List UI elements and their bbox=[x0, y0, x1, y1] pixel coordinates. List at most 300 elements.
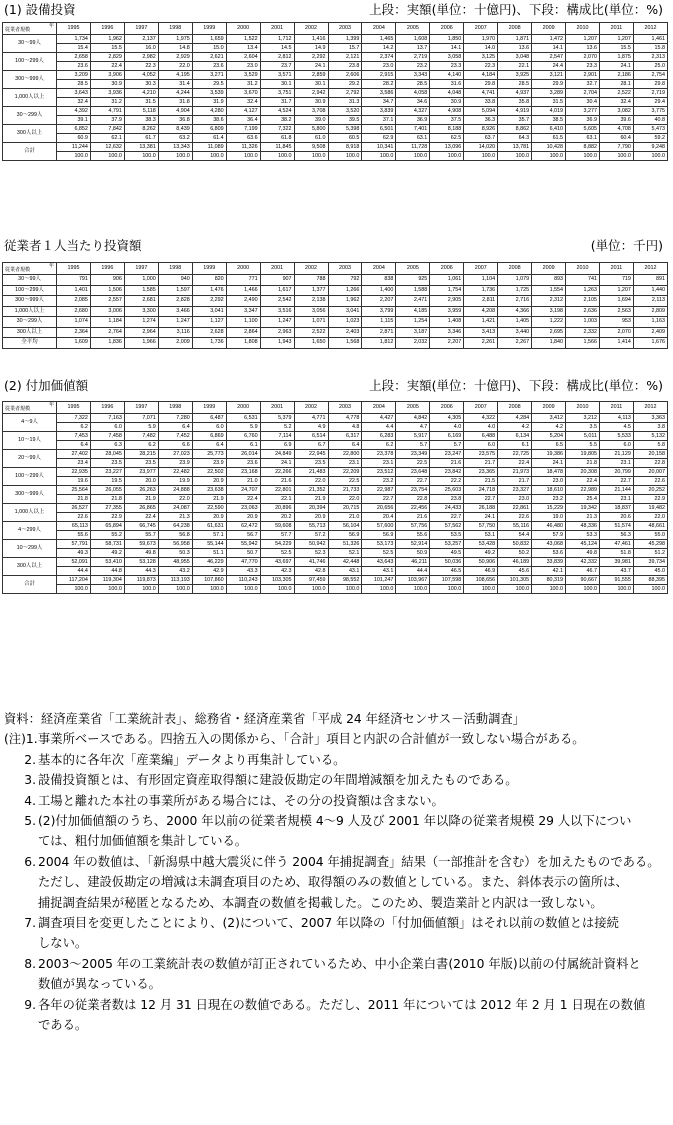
share-cell: 100.0 bbox=[90, 152, 124, 161]
value-cell: 4,524 bbox=[260, 107, 294, 116]
value-cell: 5,379 bbox=[260, 414, 294, 423]
value-cell: 5,800 bbox=[294, 125, 328, 134]
year-header: 2012 bbox=[633, 23, 667, 35]
year-header: 2001 bbox=[260, 263, 294, 275]
value-row bbox=[3, 486, 668, 495]
row-label: 10～19人 bbox=[3, 432, 57, 450]
year-header: 1997 bbox=[124, 23, 158, 35]
year-header: 1996 bbox=[90, 263, 124, 275]
value-cell: 2,680 bbox=[57, 306, 91, 317]
share-cell: 100.0 bbox=[260, 152, 294, 161]
value-cell: 2,085 bbox=[57, 296, 91, 307]
share-cell: 21.6 bbox=[260, 477, 294, 486]
share-cell: 28.1 bbox=[600, 80, 634, 89]
note-number: 3. bbox=[24, 773, 36, 788]
value-row bbox=[3, 71, 668, 80]
value-cell: 3,048 bbox=[498, 53, 532, 62]
value-cell: 3,440 bbox=[498, 327, 532, 338]
value-cell: 1,247 bbox=[260, 317, 294, 328]
share-cell: 100.0 bbox=[532, 152, 566, 161]
value-cell: 4,427 bbox=[362, 414, 396, 423]
value-cell: 719 bbox=[600, 275, 634, 286]
year-header: 2009 bbox=[532, 23, 566, 35]
share-cell: 49.2 bbox=[464, 549, 498, 558]
value-cell: 22,725 bbox=[498, 450, 532, 459]
share-cell: 20.6 bbox=[600, 513, 634, 522]
value-cell: 45,298 bbox=[633, 540, 667, 549]
value-cell: 65,113 bbox=[57, 522, 91, 531]
value-cell: 1,694 bbox=[600, 296, 634, 307]
value-cell: 14,020 bbox=[464, 143, 498, 152]
note-line: 捕捉調査結果が秘匿となるため、本調査の数値を掲載した。このため、製造業計と内訳は一致しない。 bbox=[38, 895, 603, 910]
share-cell: 5.8 bbox=[633, 441, 667, 450]
value-cell: 21,129 bbox=[600, 450, 634, 459]
share-cell: 20.9 bbox=[192, 513, 226, 522]
value-cell: 1,247 bbox=[158, 317, 192, 328]
year-header: 2006 bbox=[430, 263, 464, 275]
value-cell: 3,277 bbox=[566, 107, 600, 116]
year-header: 2004 bbox=[362, 23, 396, 35]
value-cell: 741 bbox=[566, 275, 600, 286]
value-cell: 22,801 bbox=[260, 486, 294, 495]
year-header: 1996 bbox=[90, 23, 124, 35]
section2-unit: (単位：千円) bbox=[590, 238, 663, 253]
value-cell: 3,006 bbox=[90, 306, 124, 317]
section1-unit: 上段：実額(単位：十億円)、下段：構成比(単位：%) bbox=[369, 2, 663, 17]
year-header: 2011 bbox=[600, 402, 634, 414]
value-cell: 3,212 bbox=[566, 414, 600, 423]
share-cell: 15.4 bbox=[57, 44, 91, 53]
share-cell: 36.9 bbox=[566, 116, 600, 125]
share-cell: 52.3 bbox=[294, 549, 328, 558]
share-cell: 23.5 bbox=[124, 459, 158, 468]
share-cell: 52.5 bbox=[362, 549, 396, 558]
value-cell: 119,873 bbox=[124, 576, 158, 585]
share-cell: 29.9 bbox=[532, 80, 566, 89]
share-cell: 100.0 bbox=[294, 585, 328, 594]
share-cell: 6.1 bbox=[498, 441, 532, 450]
value-cell: 8,262 bbox=[124, 125, 158, 134]
share-cell: 100.0 bbox=[124, 152, 158, 161]
row-label: 300～999人 bbox=[3, 296, 57, 307]
note-line: 各年の従業者数は 12 月 31 日現在の数値である。ただし、2011 年については 2012 年 2 月 1 日現在の数値 bbox=[38, 997, 646, 1012]
value-cell: 103,967 bbox=[396, 576, 430, 585]
note-number: (注)1. bbox=[4, 732, 38, 747]
share-cell: 100.0 bbox=[633, 585, 667, 594]
value-cell: 1,754 bbox=[430, 285, 464, 296]
value-cell: 2,207 bbox=[362, 296, 396, 307]
value-cell: 6,487 bbox=[192, 414, 226, 423]
value-cell: 2,901 bbox=[566, 71, 600, 80]
share-cell: 59.2 bbox=[633, 134, 667, 143]
value-cell: 48,955 bbox=[158, 558, 192, 567]
value-cell: 1,207 bbox=[600, 35, 634, 44]
value-cell: 27,402 bbox=[57, 450, 91, 459]
share-cell: 20.9 bbox=[226, 513, 260, 522]
source-note: 資料：経済産業省「工業統計表」、総務省・経済産業省「平成 24 年経済センサス－活動調査」 bbox=[4, 712, 525, 726]
share-cell: 63.2 bbox=[158, 134, 192, 143]
value-cell: 23,168 bbox=[226, 468, 260, 477]
share-cell: 56.9 bbox=[362, 531, 396, 540]
value-cell: 7,280 bbox=[158, 414, 192, 423]
value-cell: 10,428 bbox=[532, 143, 566, 152]
value-cell: 2,606 bbox=[328, 71, 362, 80]
value-cell: 1,975 bbox=[158, 35, 192, 44]
share-cell: 100.0 bbox=[57, 585, 91, 594]
share-cell: 23.3 bbox=[566, 62, 600, 71]
share-cell: 34.6 bbox=[396, 98, 430, 107]
share-cell: 100.0 bbox=[566, 585, 600, 594]
share-cell: 21.0 bbox=[328, 513, 362, 522]
value-cell: 4,048 bbox=[430, 89, 464, 98]
share-cell: 23.0 bbox=[532, 477, 566, 486]
value-cell: 23,754 bbox=[396, 486, 430, 495]
value-cell: 2,070 bbox=[566, 53, 600, 62]
value-cell: 59,608 bbox=[260, 522, 294, 531]
value-cell: 103,305 bbox=[260, 576, 294, 585]
value-cell: 110,243 bbox=[226, 576, 260, 585]
note-number: 6. bbox=[24, 854, 36, 869]
note-item bbox=[4, 791, 672, 811]
value-cell: 5,094 bbox=[464, 107, 498, 116]
note-item bbox=[4, 852, 672, 913]
header-row bbox=[3, 23, 668, 35]
value-cell: 4,210 bbox=[124, 89, 158, 98]
share-cell: 37.5 bbox=[430, 116, 464, 125]
value-cell: 50,942 bbox=[294, 540, 328, 549]
value-cell: 4,904 bbox=[158, 107, 192, 116]
value-cell: 1,472 bbox=[532, 35, 566, 44]
note-line: 事業所ベースである。四捨五入の関係から、「合計」項目と内訳の合計値が一致しない場合がある。 bbox=[38, 732, 585, 747]
value-cell: 20,252 bbox=[633, 486, 667, 495]
note-item bbox=[4, 913, 672, 954]
value-cell: 1,399 bbox=[328, 35, 362, 44]
value-cell: 2,267 bbox=[498, 338, 532, 349]
year-header: 2007 bbox=[464, 402, 498, 414]
share-cell: 43.3 bbox=[226, 567, 260, 576]
share-cell: 49.8 bbox=[124, 549, 158, 558]
year-header: 2007 bbox=[464, 23, 498, 35]
value-cell: 20,656 bbox=[362, 504, 396, 513]
value-cell: 3,271 bbox=[192, 71, 226, 80]
value-cell: 57,600 bbox=[362, 522, 396, 531]
value-cell: 891 bbox=[633, 275, 667, 286]
value-cell: 1,812 bbox=[362, 338, 396, 349]
value-cell: 3,708 bbox=[294, 107, 328, 116]
share-cell: 42.1 bbox=[532, 567, 566, 576]
value-cell: 101,247 bbox=[362, 576, 396, 585]
share-cell: 38.3 bbox=[124, 116, 158, 125]
value-cell: 3,041 bbox=[192, 306, 226, 317]
row-label: 1,000人以上 bbox=[3, 89, 57, 107]
share-cell: 30.9 bbox=[294, 98, 328, 107]
value-cell: 1,476 bbox=[192, 285, 226, 296]
row-label: 合計 bbox=[3, 576, 57, 594]
share-cell: 43.2 bbox=[158, 567, 192, 576]
year-header: 2007 bbox=[464, 263, 498, 275]
value-cell: 2,542 bbox=[260, 296, 294, 307]
share-cell: 14.1 bbox=[532, 44, 566, 53]
value-cell: 2,409 bbox=[633, 327, 667, 338]
section3-title: (2) 付加価値額 bbox=[4, 378, 89, 393]
share-cell: 100.0 bbox=[260, 585, 294, 594]
value-cell: 59,673 bbox=[124, 540, 158, 549]
share-cell: 23.8 bbox=[430, 495, 464, 504]
value-cell: 838 bbox=[362, 275, 396, 286]
share-cell: 6.6 bbox=[158, 441, 192, 450]
share-cell: 14.0 bbox=[464, 44, 498, 53]
value-cell: 1,061 bbox=[430, 275, 464, 286]
value-cell: 46,211 bbox=[396, 558, 430, 567]
value-cell: 1,401 bbox=[57, 285, 91, 296]
share-cell: 50.3 bbox=[158, 549, 192, 558]
share-cell: 100.0 bbox=[532, 585, 566, 594]
value-cell: 21,483 bbox=[294, 468, 328, 477]
share-cell: 51.1 bbox=[192, 549, 226, 558]
value-cell: 1,734 bbox=[57, 35, 91, 44]
value-cell: 2,754 bbox=[633, 71, 667, 80]
value-cell: 64,238 bbox=[158, 522, 192, 531]
value-cell: 1,659 bbox=[192, 35, 226, 44]
note-line: 設備投資額とは、有形固定資産取得額に建設仮勘定の年間増減額を加えたものである。 bbox=[38, 773, 518, 788]
value-cell: 6,760 bbox=[226, 432, 260, 441]
value-cell: 1,104 bbox=[464, 275, 498, 286]
share-cell: 22.7 bbox=[430, 513, 464, 522]
share-cell: 4.0 bbox=[464, 423, 498, 432]
value-cell: 28,215 bbox=[124, 450, 158, 459]
value-cell: 4,208 bbox=[464, 306, 498, 317]
value-cell: 21,144 bbox=[600, 486, 634, 495]
value-cell: 1,274 bbox=[124, 317, 158, 328]
share-cell: 31.8 bbox=[158, 98, 192, 107]
share-cell: 5.7 bbox=[396, 441, 430, 450]
value-cell: 11,089 bbox=[192, 143, 226, 152]
value-cell: 4,195 bbox=[158, 71, 192, 80]
note-item bbox=[4, 770, 672, 790]
share-cell: 6.3 bbox=[90, 441, 124, 450]
share-cell: 56.9 bbox=[328, 531, 362, 540]
value-cell: 5,118 bbox=[124, 107, 158, 116]
share-cell: 20.2 bbox=[260, 513, 294, 522]
value-cell: 3,209 bbox=[57, 71, 91, 80]
share-cell: 62.1 bbox=[90, 134, 124, 143]
share-cell: 6.0 bbox=[90, 423, 124, 432]
share-cell: 36.8 bbox=[158, 116, 192, 125]
share-cell: 29.8 bbox=[633, 80, 667, 89]
share-cell: 100.0 bbox=[566, 152, 600, 161]
value-cell: 55,713 bbox=[294, 522, 328, 531]
value-cell: 788 bbox=[294, 275, 328, 286]
value-cell: 57,756 bbox=[396, 522, 430, 531]
investment-per-employee-table bbox=[2, 262, 668, 349]
value-cell: 20,896 bbox=[260, 504, 294, 513]
value-cell: 3,751 bbox=[260, 89, 294, 98]
share-cell: 22.4 bbox=[90, 62, 124, 71]
value-cell: 1,736 bbox=[464, 285, 498, 296]
value-added-table bbox=[2, 401, 668, 594]
share-cell: 24.1 bbox=[600, 62, 634, 71]
value-cell: 1,566 bbox=[566, 338, 600, 349]
share-cell: 35.8 bbox=[498, 98, 532, 107]
corner-size-label: 従業者規模 bbox=[5, 267, 31, 273]
value-cell: 5,605 bbox=[566, 125, 600, 134]
value-cell: 2,828 bbox=[158, 296, 192, 307]
value-cell: 1,522 bbox=[226, 35, 260, 44]
value-cell: 3,300 bbox=[124, 306, 158, 317]
share-cell: 20.0 bbox=[124, 477, 158, 486]
value-cell: 28,045 bbox=[90, 450, 124, 459]
share-cell: 49.5 bbox=[430, 549, 464, 558]
share-cell: 100.0 bbox=[192, 152, 226, 161]
value-cell: 4,280 bbox=[192, 107, 226, 116]
share-cell: 28.2 bbox=[362, 80, 396, 89]
year-header: 1999 bbox=[192, 402, 226, 414]
share-cell: 6.4 bbox=[158, 423, 192, 432]
share-cell: 46.7 bbox=[566, 567, 600, 576]
share-cell: 23.1 bbox=[362, 459, 396, 468]
share-row bbox=[3, 423, 668, 432]
value-cell: 56,104 bbox=[328, 522, 362, 531]
share-cell: 22.6 bbox=[633, 477, 667, 486]
value-cell: 8,439 bbox=[158, 125, 192, 134]
value-cell: 22,935 bbox=[57, 468, 91, 477]
note-item bbox=[4, 750, 672, 770]
share-cell: 100.0 bbox=[294, 152, 328, 161]
share-cell: 100.0 bbox=[90, 585, 124, 594]
share-cell: 56.7 bbox=[226, 531, 260, 540]
share-cell: 100.0 bbox=[498, 585, 532, 594]
share-cell: 57.2 bbox=[294, 531, 328, 540]
share-cell: 14.9 bbox=[294, 44, 328, 53]
value-cell: 15,229 bbox=[532, 504, 566, 513]
year-header: 2000 bbox=[226, 402, 260, 414]
share-cell: 55.0 bbox=[633, 531, 667, 540]
share-cell: 31.9 bbox=[192, 98, 226, 107]
value-cell: 1,808 bbox=[226, 338, 260, 349]
value-cell: 791 bbox=[57, 275, 91, 286]
value-cell: 1,608 bbox=[396, 35, 430, 44]
share-cell: 22.0 bbox=[158, 62, 192, 71]
year-header: 2008 bbox=[498, 23, 532, 35]
share-cell: 100.0 bbox=[124, 585, 158, 594]
value-cell: 1,650 bbox=[294, 338, 328, 349]
note-number: 4. bbox=[24, 793, 36, 808]
share-cell: 42.8 bbox=[294, 567, 328, 576]
value-cell: 2,313 bbox=[633, 53, 667, 62]
value-cell: 3,347 bbox=[226, 306, 260, 317]
value-cell: 1,003 bbox=[566, 317, 600, 328]
note-line: 2003～2005 年の工業統計表の数値が訂正されているため、中小企業白書(2010 年版)以前の付属統計資料と bbox=[38, 956, 641, 971]
corner-cell bbox=[3, 263, 57, 275]
value-cell: 3,466 bbox=[158, 306, 192, 317]
share-cell: 21.5 bbox=[464, 477, 498, 486]
value-cell: 22,800 bbox=[328, 450, 362, 459]
share-cell: 33.8 bbox=[464, 98, 498, 107]
capital-investment-table bbox=[2, 22, 668, 161]
share-cell: 49.8 bbox=[566, 549, 600, 558]
share-cell: 6.2 bbox=[362, 441, 396, 450]
value-cell: 1,466 bbox=[226, 285, 260, 296]
value-cell: 2,207 bbox=[430, 338, 464, 349]
row-label: 20～99人 bbox=[3, 450, 57, 468]
row-label: 1,000人以上 bbox=[3, 504, 57, 522]
share-cell: 62.9 bbox=[362, 134, 396, 143]
share-cell: 100.0 bbox=[464, 152, 498, 161]
year-header: 2011 bbox=[600, 263, 634, 275]
value-cell: 22,456 bbox=[396, 504, 430, 513]
share-cell: 51.8 bbox=[600, 549, 634, 558]
share-cell: 30.3 bbox=[124, 80, 158, 89]
note-line: 2004 年の数値は、「新潟県中越大震災に伴う 2004 年捕捉調査」結果（一部推計を含む）を加えたものである。 bbox=[38, 854, 660, 869]
value-cell: 26,865 bbox=[124, 504, 158, 513]
share-row bbox=[3, 585, 668, 594]
share-cell: 38.6 bbox=[192, 116, 226, 125]
value-cell: 4,140 bbox=[430, 71, 464, 80]
share-cell: 4.8 bbox=[328, 423, 362, 432]
value-cell: 1,440 bbox=[633, 285, 667, 296]
year-header: 2001 bbox=[260, 402, 294, 414]
row-label: 100～299人 bbox=[3, 468, 57, 486]
value-cell: 108,656 bbox=[464, 576, 498, 585]
value-cell: 3,412 bbox=[532, 414, 566, 423]
share-cell: 51.2 bbox=[633, 549, 667, 558]
value-cell: 1,588 bbox=[396, 285, 430, 296]
value-cell: 2,871 bbox=[362, 327, 396, 338]
value-cell: 3,187 bbox=[396, 327, 430, 338]
value-cell: 26,014 bbox=[226, 450, 260, 459]
value-cell: 1,416 bbox=[294, 35, 328, 44]
share-cell: 23.1 bbox=[328, 459, 362, 468]
value-cell: 22,590 bbox=[192, 504, 226, 513]
share-cell: 29.2 bbox=[328, 80, 362, 89]
share-cell: 25.0 bbox=[633, 62, 667, 71]
row-label: 4～9人 bbox=[3, 414, 57, 432]
share-cell: 20.4 bbox=[362, 513, 396, 522]
share-cell: 22.7 bbox=[396, 477, 430, 486]
value-cell: 2,695 bbox=[532, 327, 566, 338]
value-cell: 3,925 bbox=[498, 71, 532, 80]
row-label: 4～299人 bbox=[3, 522, 57, 540]
year-header: 2012 bbox=[633, 263, 667, 275]
value-cell: 53,173 bbox=[362, 540, 396, 549]
value-cell: 24,718 bbox=[464, 486, 498, 495]
value-cell: 23,648 bbox=[396, 468, 430, 477]
note-list bbox=[4, 729, 672, 1035]
share-cell: 43.1 bbox=[328, 567, 362, 576]
value-cell: 2,929 bbox=[158, 53, 192, 62]
value-cell: 48,336 bbox=[566, 522, 600, 531]
value-cell: 19,386 bbox=[532, 450, 566, 459]
year-header: 2010 bbox=[566, 402, 600, 414]
value-cell: 23,378 bbox=[362, 450, 396, 459]
value-cell: 22,209 bbox=[328, 468, 362, 477]
share-cell: 22.4 bbox=[124, 513, 158, 522]
share-cell: 61.4 bbox=[192, 134, 226, 143]
share-cell: 100.0 bbox=[362, 585, 396, 594]
value-cell: 4,127 bbox=[226, 107, 260, 116]
year-header: 1996 bbox=[90, 402, 124, 414]
value-cell: 1,597 bbox=[158, 285, 192, 296]
value-cell: 65,894 bbox=[90, 522, 124, 531]
year-header: 2002 bbox=[294, 23, 328, 35]
value-cell: 7,199 bbox=[226, 125, 260, 134]
year-header: 2009 bbox=[532, 263, 566, 275]
value-cell: 43,643 bbox=[362, 558, 396, 567]
value-row bbox=[3, 522, 668, 531]
share-cell: 42.3 bbox=[260, 567, 294, 576]
value-cell: 57,562 bbox=[430, 522, 464, 531]
value-cell: 5,398 bbox=[328, 125, 362, 134]
